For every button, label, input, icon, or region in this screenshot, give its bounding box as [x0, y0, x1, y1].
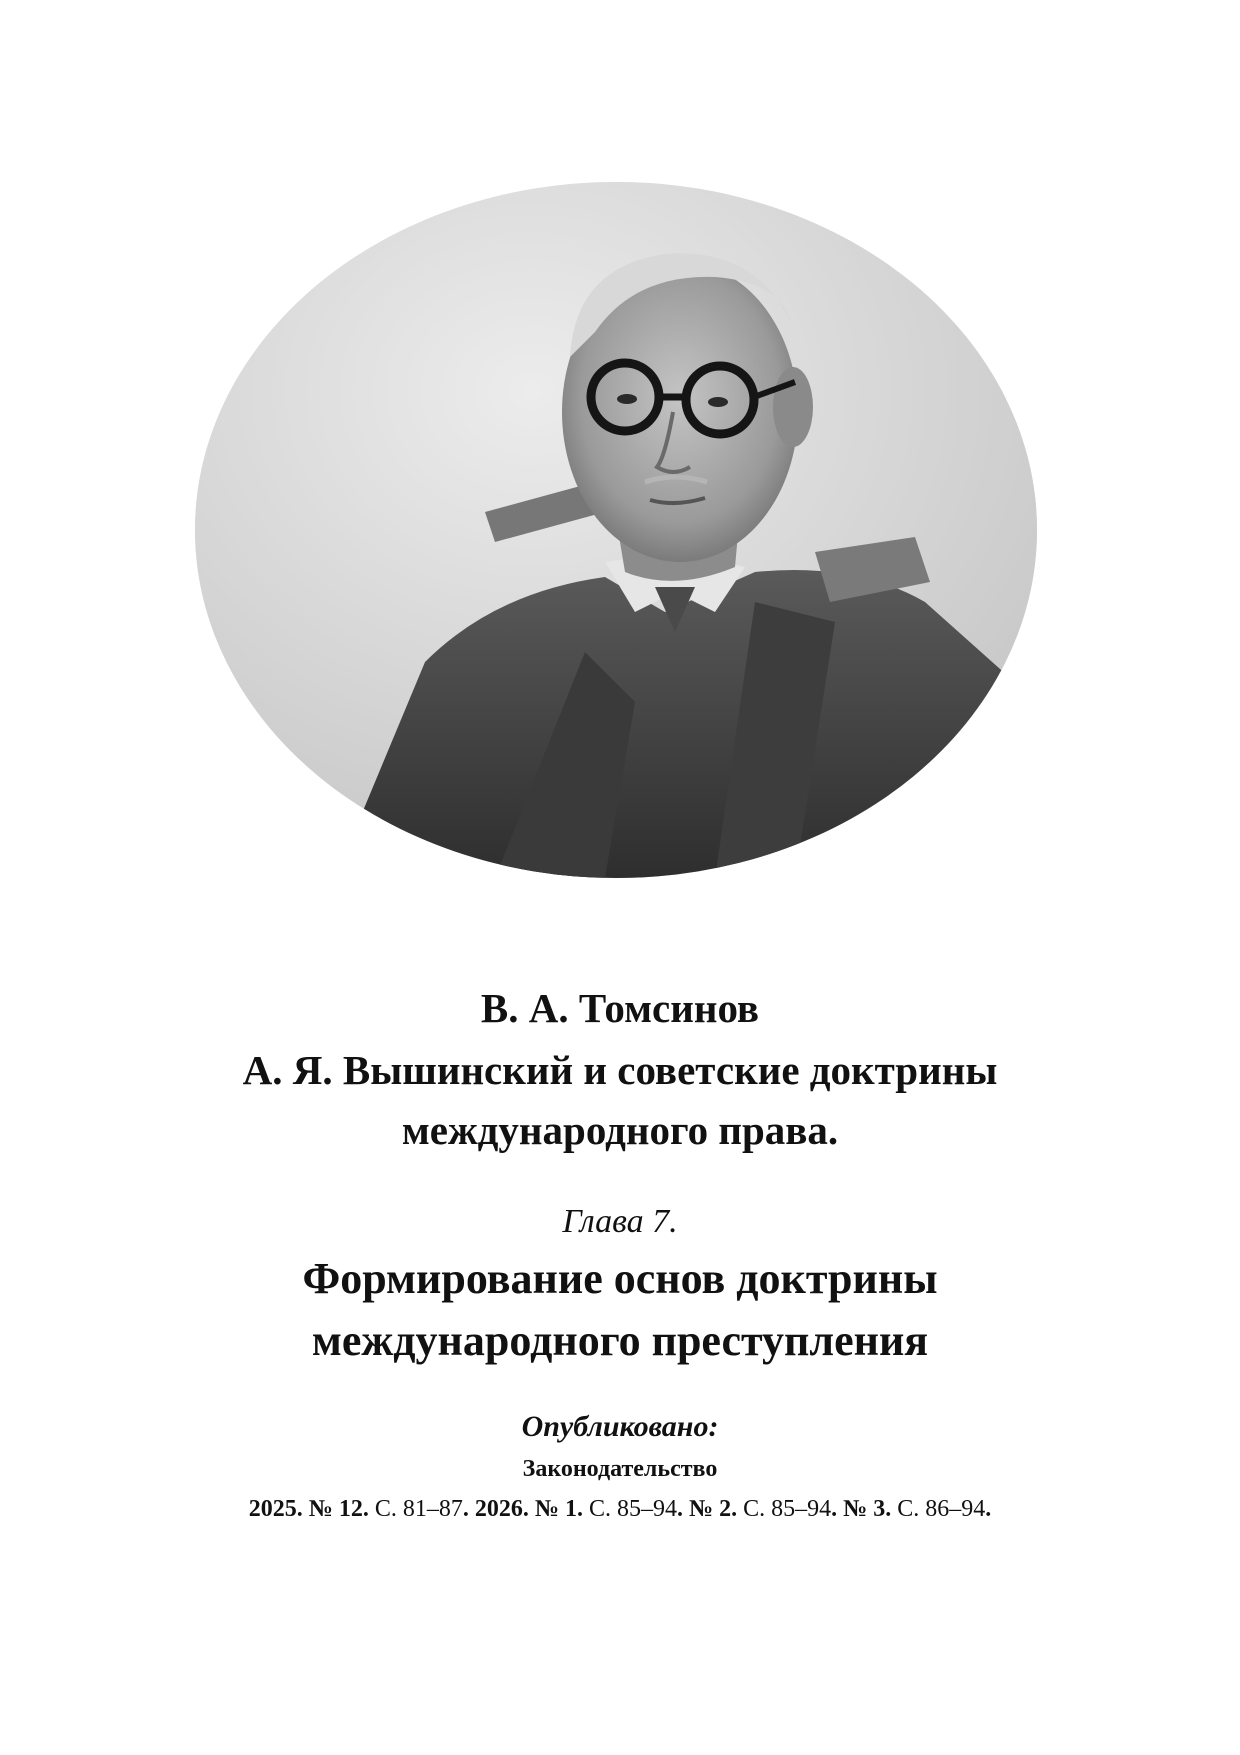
- author-name: В. А. Томсинов: [480, 985, 760, 1031]
- issue-1-pages: С. 81–87: [368, 1496, 463, 1522]
- book-title-line-2: международного права.: [401, 1107, 839, 1153]
- issue-2-pages: С. 85–94: [582, 1496, 677, 1522]
- chapter-title: [0, 1248, 1240, 1372]
- issue-1-year: 2025.: [248, 1496, 303, 1522]
- issue-2-year: . 2026.: [462, 1496, 529, 1522]
- published-label: Опубликовано:: [521, 1410, 719, 1443]
- issue-4-sep: .: [831, 1496, 838, 1522]
- chapter-label: Глава 7.: [562, 1203, 678, 1240]
- issue-2-number: № 1.: [534, 1496, 583, 1522]
- book-title: [0, 1040, 1240, 1160]
- issues-ending: .: [985, 1496, 992, 1522]
- issue-1-number: № 12.: [308, 1496, 369, 1522]
- issue-4-pages: С. 86–94: [891, 1496, 986, 1522]
- issue-4-number: № 3.: [843, 1496, 892, 1522]
- issue-3-pages: С. 85–94: [737, 1496, 832, 1522]
- author-portrait: [195, 182, 1037, 878]
- journal-name: Законодательство: [522, 1456, 718, 1482]
- chapter-title-line-2: международного преступления: [311, 1316, 929, 1365]
- portrait-photo-icon: [195, 182, 1037, 878]
- issue-3-sep: .: [677, 1496, 683, 1522]
- book-title-line-1: А. Я. Вышинский и советские доктрины: [242, 1047, 998, 1093]
- chapter-title-line-1: Формирование основ доктрины: [302, 1254, 938, 1303]
- publication-issues: [0, 1492, 1240, 1526]
- issue-3-number: № 2.: [689, 1496, 738, 1522]
